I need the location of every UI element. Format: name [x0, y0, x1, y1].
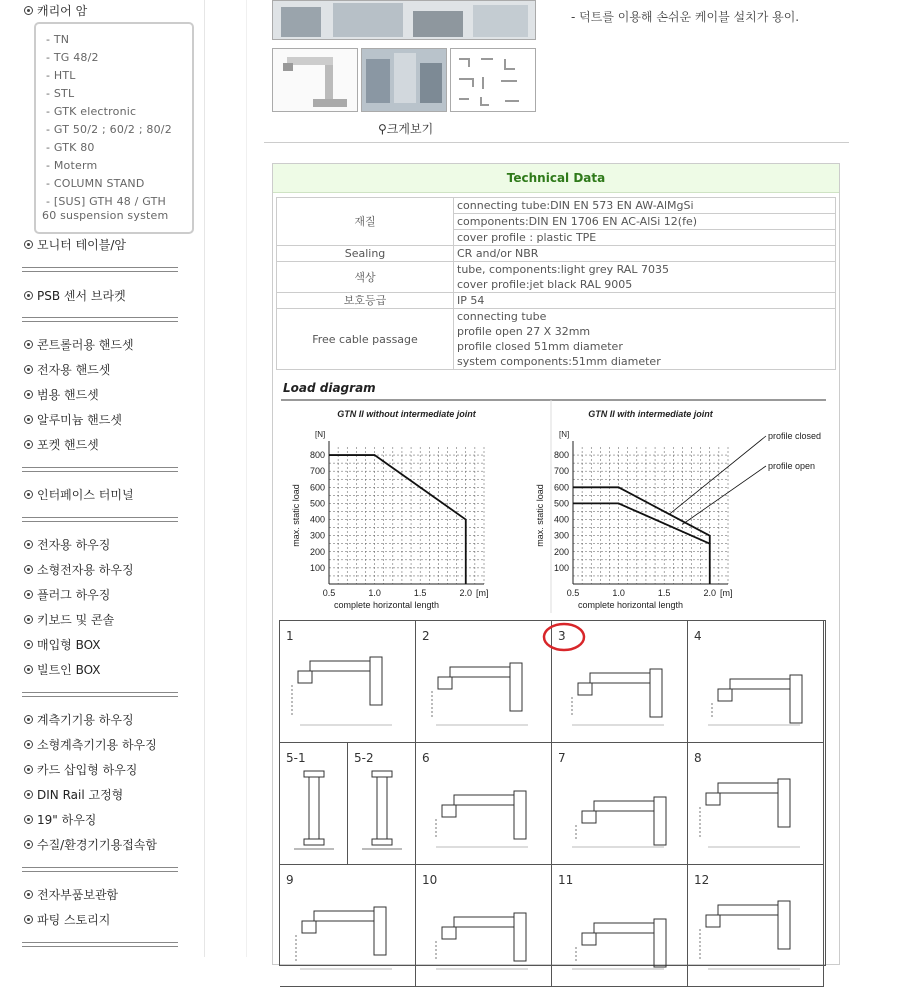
- configuration-number: 7: [558, 751, 566, 765]
- sidebar-border: [204, 0, 205, 957]
- y-tick-label: 700: [553, 466, 569, 477]
- configuration-cell: [688, 743, 824, 865]
- configuration-cell: [416, 743, 552, 865]
- menu-item[interactable]: 전자용 핸드셋: [24, 361, 110, 378]
- arm-configuration-icon: [552, 743, 687, 864]
- configuration-grid: [279, 620, 826, 966]
- x-tick-label: 0.5: [322, 588, 336, 598]
- load-diagram: [281, 399, 829, 614]
- technical-data-panel: [272, 163, 840, 965]
- menu-divider: [22, 317, 178, 322]
- spec-value: [454, 309, 836, 370]
- arm-configuration-icon: [280, 743, 347, 864]
- y-tick-label: 800: [309, 450, 325, 461]
- bullet-icon: [24, 715, 33, 724]
- thumbnail-2[interactable]: [361, 48, 447, 112]
- bullet-icon: [24, 765, 33, 774]
- configuration-number: 3: [558, 629, 566, 643]
- bullet-icon: [24, 240, 33, 249]
- y-tick-label: 400: [553, 514, 569, 525]
- bullet-icon: [24, 815, 33, 824]
- spec-key: 재질: [277, 198, 454, 246]
- x-tick-label: 1.0: [368, 588, 381, 598]
- arm-configuration-icon: [416, 621, 551, 742]
- menu-item-carrier-arm[interactable]: 캐리어 암: [24, 2, 87, 19]
- menu-item[interactable]: 포켓 핸드셋: [24, 436, 99, 453]
- spec-line: system components:51mm diameter: [457, 355, 661, 368]
- configuration-cell: [348, 743, 416, 865]
- bullet-icon: [24, 790, 33, 799]
- sidebar: [0, 0, 205, 957]
- menu-item[interactable]: 19" 하우징: [24, 811, 96, 828]
- y-tick-label: 600: [553, 482, 569, 493]
- parts-photo-icon: [451, 49, 535, 111]
- y-tick-label: 500: [309, 498, 325, 509]
- factory-photo-icon: [362, 49, 446, 111]
- x-tick-label: 2.0: [703, 588, 717, 598]
- menu-divider: [22, 267, 178, 272]
- submenu-item[interactable]: - GT 50/2 ; 60/2 ; 80/2: [46, 123, 172, 136]
- bullet-icon: [24, 540, 33, 549]
- menu-divider: [22, 867, 178, 872]
- thumbnail-1[interactable]: [272, 48, 358, 112]
- y-axis-label: max. static load: [535, 484, 545, 547]
- configuration-cell: [280, 865, 416, 987]
- bullet-icon: [24, 915, 33, 924]
- y-tick-label: 800: [553, 450, 569, 461]
- bullet-icon: [24, 565, 33, 574]
- configuration-number: 5-2: [354, 751, 374, 765]
- bullet-icon: [24, 291, 33, 300]
- menu-item[interactable]: 플러그 하우징: [24, 586, 110, 603]
- configuration-cell: [688, 865, 824, 987]
- configuration-cell: [688, 621, 824, 743]
- configuration-number: 4: [694, 629, 702, 643]
- content-border: [246, 0, 247, 957]
- arm-configuration-icon: [280, 865, 415, 986]
- spec-value: IP 54: [454, 293, 836, 309]
- spec-key: Free cable passage: [277, 309, 454, 370]
- spec-table: [276, 197, 836, 370]
- highlight-circle-icon: [540, 619, 600, 659]
- submenu-item[interactable]: - Moterm: [46, 159, 98, 172]
- spec-line: cover profile:jet black RAL 9005: [457, 278, 633, 291]
- main-content: [258, 0, 858, 957]
- arm-configuration-icon: [348, 743, 415, 864]
- bullet-icon: [24, 590, 33, 599]
- spec-key: 보호등급: [277, 293, 454, 309]
- arm-configuration-icon: [552, 865, 687, 986]
- menu-item[interactable]: 콘트롤러용 핸드셋: [24, 336, 134, 353]
- arm-configuration-icon: [688, 621, 823, 742]
- arm-configuration-icon: [416, 865, 551, 986]
- bullet-icon: [24, 740, 33, 749]
- y-tick-label: 600: [309, 482, 325, 493]
- thumbnail-3[interactable]: [450, 48, 536, 112]
- spec-line: profile open 27 X 32mm: [457, 325, 591, 338]
- submenu-box: [34, 22, 194, 234]
- configuration-number: 2: [422, 629, 430, 643]
- y-tick-label: 400: [309, 514, 325, 525]
- menu-divider: [22, 467, 178, 472]
- menu-item[interactable]: 키보드 및 콘솔: [24, 611, 114, 628]
- menu-item[interactable]: 알루미늄 핸드셋: [24, 411, 122, 428]
- submenu-item[interactable]: - GTK electronic: [46, 105, 137, 118]
- table-row: [277, 246, 836, 262]
- submenu-item[interactable]: - STL: [46, 87, 75, 100]
- x-axis-label: complete horizontal length: [333, 600, 440, 610]
- legend-leader-line: [669, 436, 766, 515]
- bullet-icon: [24, 415, 33, 424]
- submenu-item[interactable]: - [SUS] GTH 48 / GTH: [46, 195, 166, 208]
- y-tick-label: 100: [309, 562, 325, 573]
- product-main-image: [272, 0, 536, 40]
- series-label: profile open: [768, 461, 816, 471]
- spec-line: profile closed 51mm diameter: [457, 340, 623, 353]
- bullet-icon: [24, 340, 33, 349]
- configuration-cell: [552, 743, 688, 865]
- configuration-cell: [280, 621, 416, 743]
- menu-item[interactable]: 소형전자용 하우징: [24, 561, 134, 578]
- arm-photo-icon: [273, 49, 357, 111]
- configuration-number: 12: [694, 873, 710, 887]
- menu-item[interactable]: DIN Rail 고정형: [24, 786, 123, 803]
- table-row: [277, 262, 836, 293]
- product-description: - 덕트를 이용해 손쉬운 케이블 설치가 용이.: [571, 10, 800, 24]
- menu-item[interactable]: 범용 핸드셋: [24, 386, 99, 403]
- load-diagram-title: Load diagram: [283, 381, 376, 395]
- menu-item[interactable]: PSB 센서 브라켓: [24, 287, 126, 304]
- menu-item[interactable]: 매입형 BOX: [24, 636, 101, 653]
- series-label: profile closed: [768, 431, 822, 441]
- bullet-icon: [24, 490, 33, 499]
- arm-configuration-icon: [688, 865, 823, 986]
- x-tick-label: 2.0: [459, 588, 473, 598]
- y-tick-label: 200: [309, 546, 325, 557]
- y-unit: [N]: [315, 430, 326, 439]
- bullet-icon: [24, 390, 33, 399]
- spec-value: [454, 262, 836, 293]
- y-tick-label: 300: [309, 530, 325, 541]
- menu-divider: [22, 942, 178, 947]
- submenu-item[interactable]: - TN: [46, 33, 70, 46]
- table-row: [277, 309, 836, 370]
- y-tick-label: 300: [553, 530, 569, 541]
- configuration-number: 6: [422, 751, 430, 765]
- menu-item[interactable]: 수질/환경기기용접속함: [24, 836, 157, 853]
- table-row: [277, 293, 836, 309]
- magnifier-icon: ⚲: [378, 122, 387, 136]
- x-tick-label: 0.5: [566, 588, 580, 598]
- spec-value: CR and/or NBR: [454, 246, 836, 262]
- zoom-link[interactable]: ⚲크게보기: [378, 122, 434, 136]
- menu-item[interactable]: 전자용 하우징: [24, 536, 110, 553]
- menu-item[interactable]: 소형계측기기용 하우징: [24, 736, 157, 753]
- divider-line: [264, 142, 849, 143]
- spec-value: cover profile : plastic TPE: [454, 230, 836, 246]
- configuration-cell: [416, 621, 552, 743]
- y-tick-label: 500: [553, 498, 569, 509]
- configuration-cell: [552, 865, 688, 987]
- spec-key: Sealing: [277, 246, 454, 262]
- series-line: [573, 503, 710, 543]
- bullet-icon: [24, 6, 33, 15]
- submenu-item[interactable]: - COLUMN STAND: [46, 177, 145, 190]
- y-tick-label: 100: [553, 562, 569, 573]
- configuration-cell: [416, 865, 552, 987]
- menu-item[interactable]: 전자부품보관함: [24, 886, 118, 903]
- spec-line: connecting tube: [457, 310, 547, 323]
- submenu-item[interactable]: - TG 48/2: [46, 51, 99, 64]
- arm-configuration-icon: [416, 743, 551, 864]
- menu-item[interactable]: 인터페이스 터미널: [24, 486, 134, 503]
- configuration-number: 1: [286, 629, 294, 643]
- configuration-number: 8: [694, 751, 702, 765]
- submenu-item[interactable]: - HTL: [46, 69, 76, 82]
- spec-value: connecting tube:DIN EN 573 EN AW-AlMgSi: [454, 198, 836, 214]
- bullet-icon: [24, 840, 33, 849]
- bullet-icon: [24, 890, 33, 899]
- chart-title: GTN II without intermediate joint: [337, 409, 476, 419]
- y-tick-label: 700: [309, 466, 325, 477]
- menu-item[interactable]: 계측기기용 하우징: [24, 711, 134, 728]
- configuration-number: 10: [422, 873, 438, 887]
- bullet-icon: [24, 365, 33, 374]
- y-unit: [N]: [559, 430, 570, 439]
- x-tick-label: 1.0: [612, 588, 625, 598]
- menu-divider: [22, 692, 178, 697]
- menu-divider: [22, 517, 178, 522]
- configuration-number: 5-1: [286, 751, 306, 765]
- bullet-icon: [24, 615, 33, 624]
- x-unit: [m]: [476, 588, 489, 598]
- submenu-item[interactable]: - GTK 80: [46, 141, 95, 154]
- configuration-cell: [280, 743, 348, 865]
- spec-key: 색상: [277, 262, 454, 293]
- technical-data-title: Technical Data: [273, 164, 839, 193]
- bullet-icon: [24, 440, 33, 449]
- x-tick-label: 1.5: [413, 588, 427, 598]
- configuration-number: 9: [286, 873, 294, 887]
- bullet-icon: [24, 640, 33, 649]
- x-axis-label: complete horizontal length: [577, 600, 684, 610]
- y-tick-label: 200: [553, 546, 569, 557]
- menu-item[interactable]: 파팅 스토리지: [24, 911, 110, 928]
- x-unit: [m]: [720, 588, 733, 598]
- submenu-item[interactable]: 60 suspension system: [42, 209, 169, 222]
- chart-title: GTN II with intermediate joint: [588, 409, 713, 419]
- y-axis-label: max. static load: [291, 484, 301, 547]
- menu-item[interactable]: 빌트인 BOX: [24, 661, 101, 678]
- table-row: [277, 198, 836, 214]
- menu-item[interactable]: 카드 삽입형 하우징: [24, 761, 137, 778]
- configuration-number: 11: [558, 873, 574, 887]
- bullet-icon: [24, 665, 33, 674]
- x-tick-label: 1.5: [657, 588, 671, 598]
- arm-configuration-icon: [280, 621, 415, 742]
- machine-photo-icon: [273, 1, 535, 39]
- spec-line: tube, components:light grey RAL 7035: [457, 263, 669, 276]
- arm-configuration-icon: [688, 743, 823, 864]
- menu-item[interactable]: 모니터 테이블/암: [24, 236, 126, 253]
- spec-value: components:DIN EN 1706 EN AC-AlSi 12(fe): [454, 214, 836, 230]
